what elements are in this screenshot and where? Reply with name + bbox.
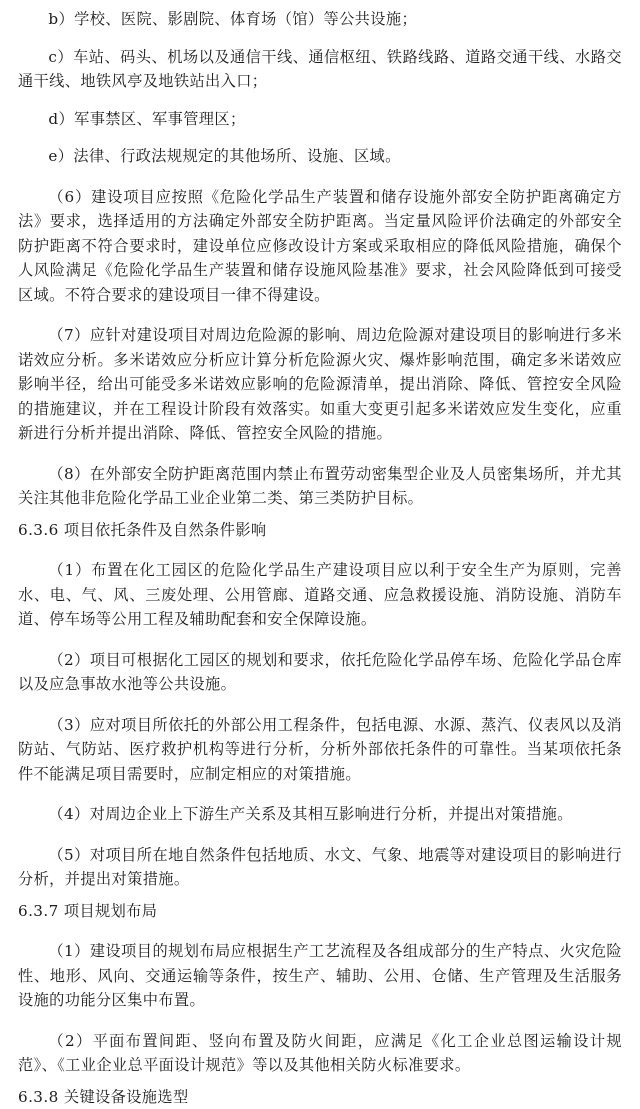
section-heading-6-3-8: 6.3.8 关键设备设施选型: [18, 1085, 622, 1109]
section-6-3-6-item-5: （5）对项目所在地自然条件包括地质、水文、气象、地震等对建设项目的影响进行分析，并提出对策措施。: [18, 843, 622, 892]
section-6-3-7-item-2: （2）平面布置间距、竖向布置及防火间距，应满足《化工企业总图运输设计规范》、《工业企业总平面设计规范》等以及其他相关防火标准要求。: [18, 1029, 622, 1078]
list-item-b: b）学校、医院、影剧院、体育场（馆）等公共设施；: [18, 7, 622, 32]
section-6-3-6-item-4: （4）对周边企业上下游生产关系及其相互影响进行分析，并提出对策措施。: [18, 802, 622, 827]
section-6-3-6-item-3: （3）应对项目所依托的外部公用工程条件，包括电源、水源、蒸汽、仪表风以及消防站、气防站、医疗救护机构等进行分析，分析外部依托条件的可靠性。当某项依托条件不能满足项目需要时，应制定相应的对策措施。: [18, 713, 622, 787]
section-6-3-7-item-1: （1）建设项目的规划布局应根据生产工艺流程及各组成部分的生产特点、火灾危险性、地形、风向、交通运输等条件，按生产、辅助、公用、仓储、生产管理及生活服务设施的功能分区集中布置。: [18, 939, 622, 1013]
section-heading-6-3-7: 6.3.7 项目规划布局: [18, 899, 622, 924]
list-item-d: d）军事禁区、军事管理区；: [18, 107, 622, 132]
paragraph-item-6: （6）建设项目应按照《危险化学品生产装置和储存设施外部安全防护距离确定方法》要求，选择适用的方法确定外部安全防护距离。当定量风险评价法确定的外部安全防护距离不符合要求时，建设单位应修改设计方案或采取相应的降低风险措施，确保个人风险满足《危险化学品生产装置和储存设施风险基准》要求，社会风险降低到可接受区域。不符合要求的建设项目一律不得建设。: [18, 185, 622, 308]
section-6-3-6-item-1: （1）布置在化工园区的危险化学品生产建设项目应以利于安全生产为原则，完善水、电、气、风、三废处理、公用管廊、道路交通、应急救援设施、消防设施、消防车道、停车场等公用工程及辅助配套和安全保障设施。: [18, 558, 622, 632]
paragraph-item-7: （7）应针对建设项目对周边危险源的影响、周边危险源对建设项目的影响进行多米诺效应分析。多米诺效应分析应计算分析危险源火灾、爆炸影响范围，确定多米诺效应影响半径，给出可能受多米诺效应影响的危险源清单，提出消除、降低、管控安全风险的措施建议，并在工程设计阶段有效落实。如重大变更引起多米诺效应发生变化，应重新进行分析并提出消除、降低、管控安全风险的措施。: [18, 323, 622, 446]
list-item-c: c）车站、码头、机场以及通信干线、通信枢纽、铁路线路、道路交通干线、水路交通干线、地铁风亭及地铁站出入口；: [18, 45, 622, 94]
section-heading-6-3-6: 6.3.6 项目依托条件及自然条件影响: [18, 518, 622, 543]
section-6-3-6-item-2: （2）项目可根据化工园区的规划和要求，依托危险化学品停车场、危险化学品仓库以及应急事故水池等公共设施。: [18, 648, 622, 697]
list-item-e: e）法律、行政法规规定的其他场所、设施、区域。: [18, 144, 622, 169]
paragraph-item-8: （8）在外部安全防护距离范围内禁止布置劳动密集型企业及人员密集场所，并尤其关注其他非危险化学品工业企业第二类、第三类防护目标。: [18, 462, 622, 511]
